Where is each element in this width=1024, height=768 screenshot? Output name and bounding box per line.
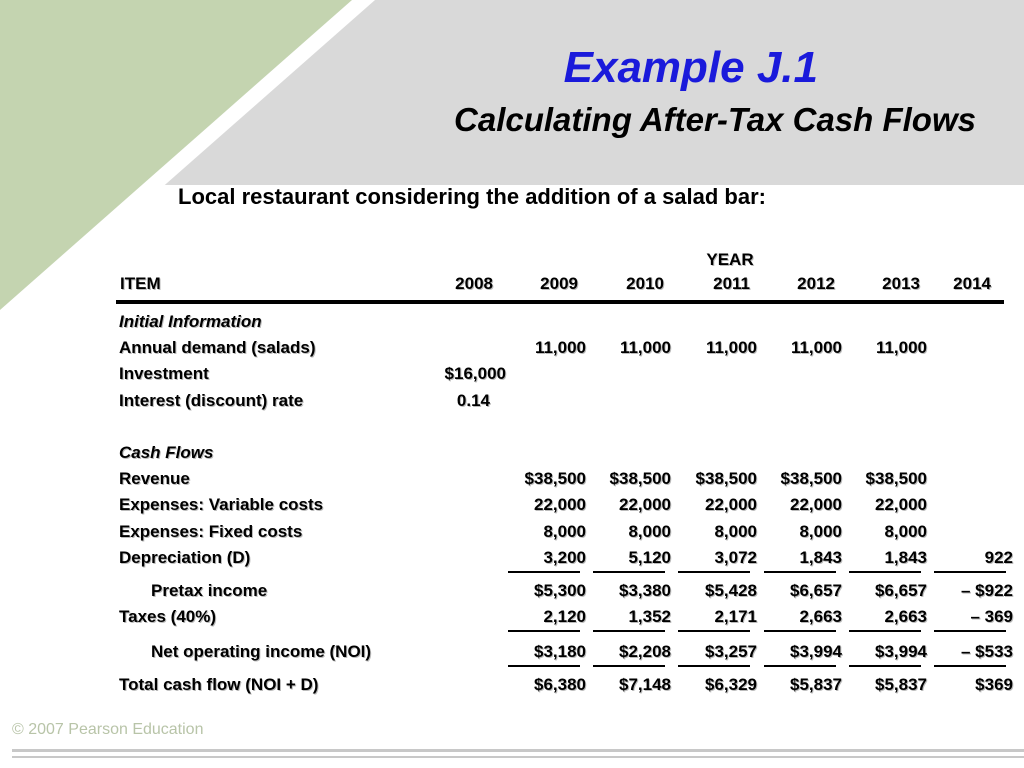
column-underline xyxy=(764,571,836,573)
footer-rule-secondary xyxy=(12,756,1024,758)
table-cell: 8,000 xyxy=(543,522,586,541)
table-cell: 0.14 xyxy=(456,391,490,410)
table-cell: 2,663 xyxy=(799,607,842,626)
row-label-noi: Net operating income (NOI) xyxy=(151,642,372,661)
table-cell: 922 xyxy=(984,548,1013,567)
row-label-taxes: Taxes (40%) xyxy=(119,607,217,626)
table-cell: 3,200 xyxy=(543,548,586,567)
table-cell: $3,994 xyxy=(875,642,927,661)
year-header-3: 2011 xyxy=(713,274,750,293)
table-cell: $2,208 xyxy=(619,642,671,661)
table-cell: 2,663 xyxy=(884,607,927,626)
table-cell: 2,171 xyxy=(714,607,757,626)
table-cell: 11,000 xyxy=(619,338,671,357)
page-title: Example J.1 xyxy=(563,43,818,92)
table-cell: $3,257 xyxy=(705,642,757,661)
footer-rule xyxy=(12,749,1024,752)
table-cell: 3,072 xyxy=(714,548,757,567)
section-initial-information: Initial Information xyxy=(119,312,262,331)
table-cell: $38,500 xyxy=(865,469,927,488)
table-cell: 11,000 xyxy=(790,338,842,357)
row-label-investment: Investment xyxy=(119,364,209,383)
table-cell: – $533 xyxy=(961,642,1013,661)
table-cell: $3,994 xyxy=(790,642,842,661)
footer-copyright: © 2007 Pearson Education xyxy=(12,721,204,738)
table-cell: 11,000 xyxy=(705,338,757,357)
year-header: YEAR xyxy=(706,250,754,269)
item-header: ITEM xyxy=(120,274,161,293)
table-cell: 22,000 xyxy=(875,495,927,514)
column-underline xyxy=(849,571,921,573)
table-cell: $5,300 xyxy=(534,581,586,600)
table-cell: $5,837 xyxy=(875,675,927,694)
table-cell: 8,000 xyxy=(799,522,842,541)
column-underline xyxy=(508,665,580,667)
table-cell: 22,000 xyxy=(534,495,586,514)
row-label-fixed-costs: Expenses: Fixed costs xyxy=(119,522,303,541)
row-label-interest: Interest (discount) rate xyxy=(119,391,304,410)
year-header-2: 2010 xyxy=(626,274,664,293)
table-cell: 22,000 xyxy=(705,495,757,514)
column-underline xyxy=(593,571,665,573)
table-cell: 22,000 xyxy=(619,495,671,514)
table-cell: $38,500 xyxy=(609,469,671,488)
table-cell: 8,000 xyxy=(884,522,927,541)
column-underline xyxy=(593,665,665,667)
table-cell: $6,657 xyxy=(790,581,842,600)
column-underline xyxy=(508,630,580,632)
column-underline xyxy=(764,665,836,667)
table-cell: 8,000 xyxy=(714,522,757,541)
table-cell: $369 xyxy=(975,675,1013,694)
row-label-depreciation: Depreciation (D) xyxy=(119,548,251,567)
column-underline xyxy=(934,630,1006,632)
table-cell: $5,837 xyxy=(790,675,842,694)
table-cell: $6,657 xyxy=(875,581,927,600)
table-cell: 1,843 xyxy=(884,548,927,567)
table-cell: $5,428 xyxy=(705,581,757,600)
page-subtitle: Calculating After-Tax Cash Flows xyxy=(454,101,976,138)
table-cell: 1,843 xyxy=(799,548,842,567)
table-cell: $16,000 xyxy=(444,364,506,383)
column-underline xyxy=(849,630,921,632)
table-cell: – $922 xyxy=(961,581,1013,600)
column-underline xyxy=(849,665,921,667)
table-cell: $38,500 xyxy=(695,469,757,488)
column-underline xyxy=(764,630,836,632)
table-cell: 11,000 xyxy=(534,338,586,357)
table-cell: 11,000 xyxy=(875,338,927,357)
table-cell: $38,500 xyxy=(524,469,586,488)
table-cell: 2,120 xyxy=(543,607,586,626)
table-cell: $38,500 xyxy=(780,469,842,488)
table-cell: $3,380 xyxy=(619,581,671,600)
header-rule xyxy=(116,300,1004,304)
column-underline xyxy=(678,665,750,667)
column-underline xyxy=(934,571,1006,573)
row-label-total-cash-flow: Total cash flow (NOI + D) xyxy=(119,675,319,694)
year-header-6: 2014 xyxy=(953,274,991,293)
table-cell: $6,380 xyxy=(534,675,586,694)
row-label-pretax-income: Pretax income xyxy=(151,581,268,600)
column-underline xyxy=(508,571,580,573)
section-cash-flows: Cash Flows xyxy=(119,443,214,462)
year-header-1: 2009 xyxy=(540,274,578,293)
intro-text: Local restaurant considering the addition of a salad bar: xyxy=(178,184,766,209)
year-header-5: 2013 xyxy=(882,274,920,293)
row-label-revenue: Revenue xyxy=(119,469,190,488)
column-underline xyxy=(593,630,665,632)
table-cell: 5,120 xyxy=(628,548,671,567)
year-header-0: 2008 xyxy=(455,274,493,293)
row-label-variable-costs: Expenses: Variable costs xyxy=(119,495,324,514)
table-cell: 1,352 xyxy=(628,607,671,626)
table-cell: – 369 xyxy=(970,607,1013,626)
table-cell: $3,180 xyxy=(534,642,586,661)
column-underline xyxy=(934,665,1006,667)
table-cell: 8,000 xyxy=(628,522,671,541)
column-underline xyxy=(678,630,750,632)
table-cell: $6,329 xyxy=(705,675,757,694)
column-underline xyxy=(678,571,750,573)
year-header-4: 2012 xyxy=(797,274,835,293)
row-label-annual-demand: Annual demand (salads) xyxy=(119,338,316,357)
table-cell: 22,000 xyxy=(790,495,842,514)
table-cell: $7,148 xyxy=(619,675,671,694)
